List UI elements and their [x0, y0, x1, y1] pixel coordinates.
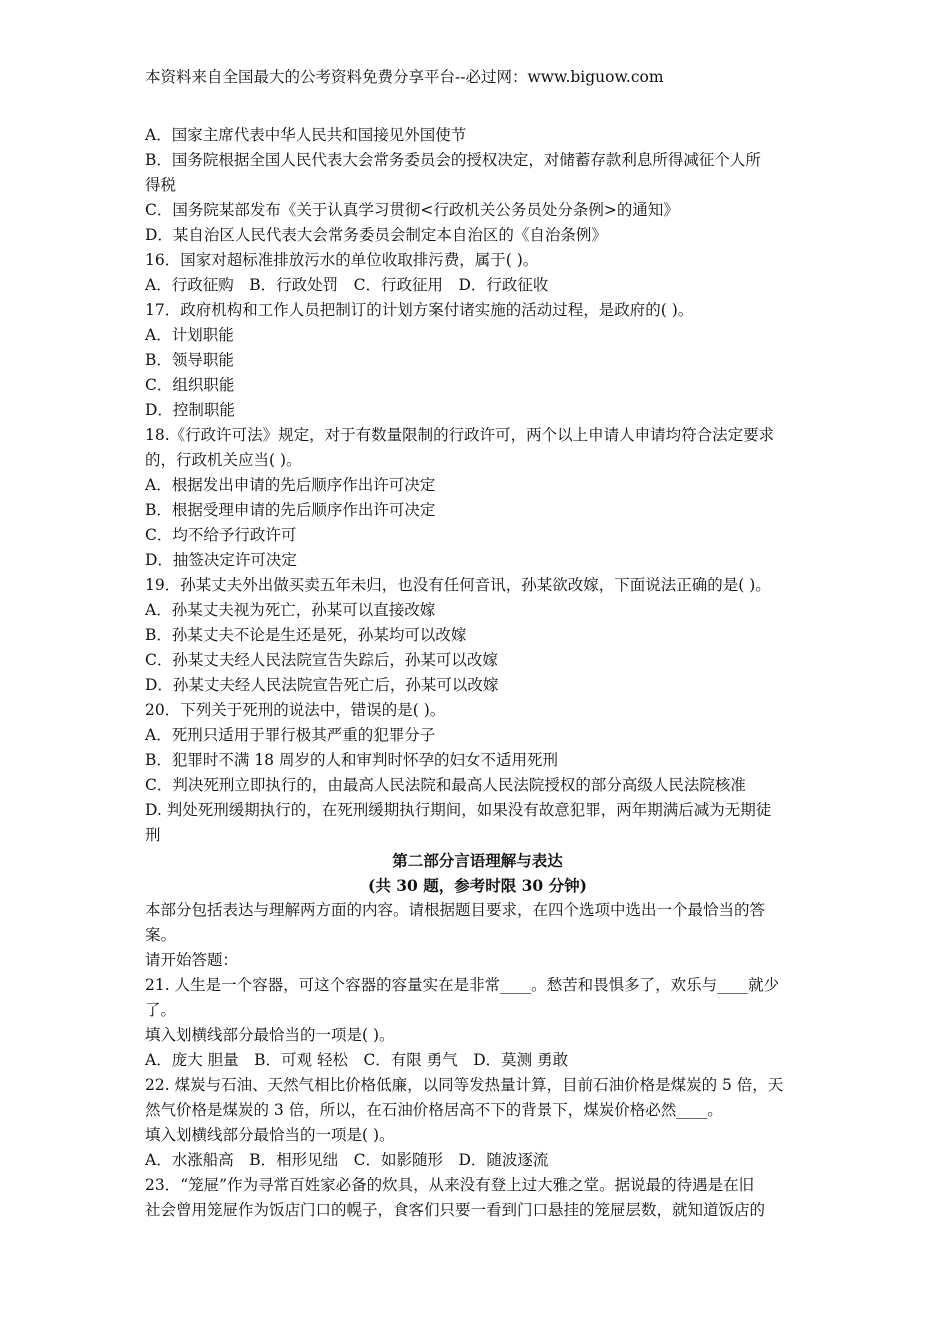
text-line: A．根据发出申请的先后顺序作出许可决定 — [145, 476, 436, 494]
text-line: C．均不给予行政许可 — [145, 526, 297, 544]
text-line: 本部分包括表达与理解两方面的内容。请根据题目要求，在四个选项中选出一个最恰当的答 — [145, 901, 766, 919]
question-23: 23．“笼屉”作为寻常百姓家必备的炊具，从来没有登上过大雅之堂。据说最的待遇是在旧 — [145, 1176, 755, 1194]
text-line: B．孙某丈夫不论是生还是死，孙某均可以改嫁 — [145, 626, 467, 644]
text-line: 了。 — [145, 1001, 177, 1019]
text-line: C．孙某丈夫经人民法院宣告失踪后，孙某可以改嫁 — [145, 651, 498, 669]
text-line: 然气价格是煤炭的 3 倍，所以，在石油价格居高不下的背景下，煤炭价格必然____。 — [145, 1101, 723, 1119]
text-line: A．庞大 胆量 B．可观 轻松 C．有限 勇气 D．莫测 勇敢 — [145, 1051, 569, 1069]
text-line: 的，行政机关应当( )。 — [145, 451, 302, 469]
text-line: 社会曾用笼屉作为饭店门口的幌子，食客们只要一看到门口悬挂的笼屉层数，就知道饭店的 — [145, 1201, 766, 1219]
question-21: 21. 人生是一个容器，可这个容器的容量实在是非常____。愁苦和畏惧多了，欢乐与____就少 — [145, 976, 780, 994]
text-line: 案。 — [145, 926, 177, 944]
text-line: C．判决死刑立即执行的，由最高人民法院和最高人民法院授权的部分高级人民法院核准 — [145, 776, 746, 794]
page-header: 本资料来自全国最大的公考资料免费分享平台--必过网：www.biguow.com — [145, 68, 664, 86]
text-line: D. 判处死刑缓期执行的，在死刑缓期执行期间，如果没有故意犯罪，两年期满后减为无期徒 — [145, 801, 772, 819]
question-18: 18.《行政许可法》规定，对于有数量限制的行政许可，两个以上申请人申请均符合法定要求 — [145, 426, 775, 444]
text-line: 刑 — [145, 826, 161, 844]
text-line: A．国家主席代表中华人民共和国接见外国使节 — [145, 126, 467, 144]
document-body — [145, 123, 810, 1223]
text-line: B．领导职能 — [145, 351, 234, 369]
text-line: 填入划横线部分最恰当的一项是( )。 — [145, 1026, 395, 1044]
question-22: 22. 煤炭与石油、天然气相比价格低廉，以同等发热量计算，目前石油价格是煤炭的 5 倍，天 — [145, 1076, 784, 1094]
text-line: C．国务院某部发布《关于认真学习贯彻<行政机关公务员处分条例>的通知》 — [145, 201, 679, 219]
text-line: A．孙某丈夫视为死亡，孙某可以直接改嫁 — [145, 601, 436, 619]
question-17: 17．政府机构和工作人员把制订的计划方案付诸实施的活动过程，是政府的( )。 — [145, 301, 694, 319]
text-line: B．根据受理申请的先后顺序作出许可决定 — [145, 501, 436, 519]
text-line: 填入划横线部分最恰当的一项是( )。 — [145, 1126, 395, 1144]
text-line: 请开始答题： — [145, 951, 239, 969]
question-19: 19．孙某丈夫外出做买卖五年未归，也没有任何音讯，孙某欲改嫁，下面说法正确的是( )。 — [145, 576, 771, 594]
text-line: C．组织职能 — [145, 376, 235, 394]
text-line: A．水涨船高 B．相形见绌 C．如影随形 D．随波逐流 — [145, 1151, 549, 1169]
question-16: 16．国家对超标准排放污水的单位收取排污费，属于( )。 — [145, 251, 539, 269]
text-line: A．行政征购 B．行政处罚 C．行政征用 D．行政征收 — [145, 276, 549, 294]
text-line: 得税 — [145, 176, 177, 194]
text-line: B．国务院根据全国人民代表大会常务委员会的授权决定，对储蓄存款利息所得减征个人所 — [145, 151, 761, 169]
text-line: A．计划职能 — [145, 326, 234, 344]
text-line: D．控制职能 — [145, 401, 235, 419]
text-line: D．孙某丈夫经人民法院宣告死亡后，孙某可以改嫁 — [145, 676, 499, 694]
section-subtitle: (共 30 题，参考时限 30 分钟) — [368, 876, 587, 895]
text-line: D．某自治区人民代表大会常务委员会制定本自治区的《自治条例》 — [145, 226, 607, 244]
question-20: 20．下列关于死刑的说法中，错误的是( )。 — [145, 701, 446, 719]
section-title: 第二部分言语理解与表达 — [392, 851, 563, 870]
text-line: D．抽签决定许可决定 — [145, 551, 297, 569]
text-line: B．犯罪时不满 18 周岁的人和审判时怀孕的妇女不适用死刑 — [145, 751, 558, 769]
text-line: A．死刑只适用于罪行极其严重的犯罪分子 — [145, 726, 436, 744]
